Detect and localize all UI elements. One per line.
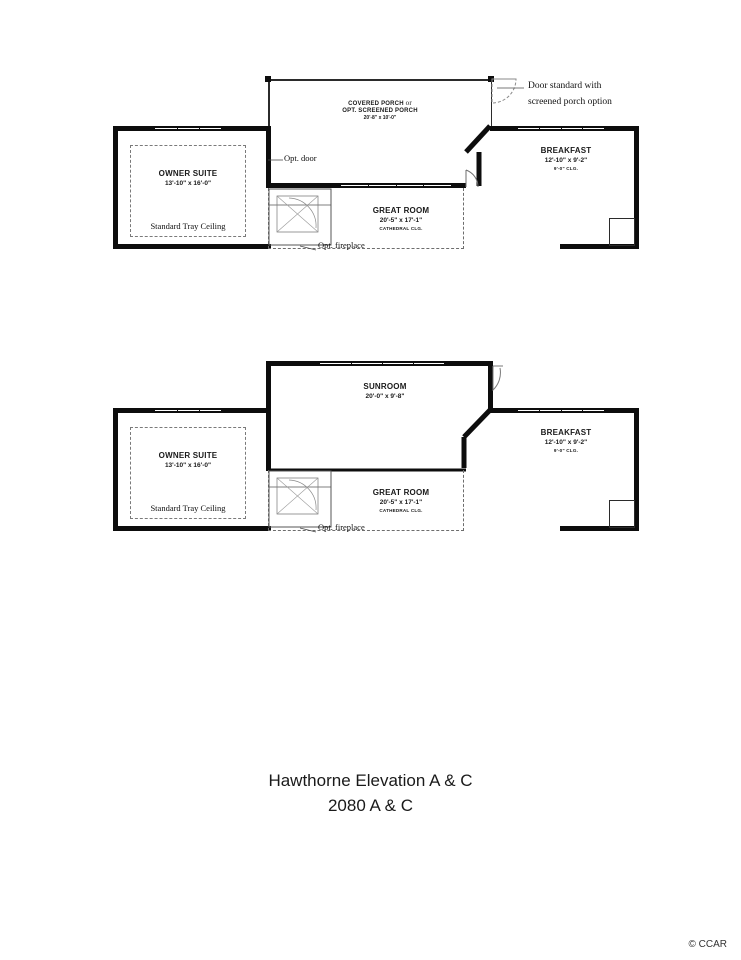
owner-suite-tray-note-lower: Standard Tray Ceiling [150,503,226,513]
great-room-ceiling-upper: CATHEDRAL CLG. [379,226,423,231]
breakfast-name-lower: BREAKFAST [540,428,592,437]
left-wing-wall-bottom-lower [113,526,271,531]
breakfast-ceiling-lower: 9'-0" CLG. [553,448,579,453]
great-room-ceiling-lower: CATHEDRAL CLG. [379,508,423,513]
owner-suite-name-lower: OWNER SUITE [158,451,218,460]
sunroom-name: SUNROOM [363,382,407,391]
great-room-boundary-right-lower [463,470,464,531]
breakfast-name-upper: BREAKFAST [540,146,592,155]
sunroom-wall-right [488,361,493,409]
callout-opt-fireplace-lower: Opt. fireplace [318,522,365,532]
sunroom-window-top [320,361,444,366]
callout-door-standard-line2: screened porch option [528,97,612,107]
owner-suite-dim-upper: 13'-10" x 16'-0" [164,180,212,187]
sunroom-wall-left [266,361,271,471]
plan-title-line-2: 2080 A & C [327,796,414,815]
great-room-name-lower: GREAT ROOM [372,488,430,497]
plan-title-line-1: Hawthorne Elevation A & C [268,771,473,790]
great-room-dim-upper: 20'-5" x 17'-1" [379,217,423,224]
breakfast-counter-lower [609,500,635,528]
left-wing-wall-left-lower [113,408,118,531]
breakfast-ceiling-upper: 9'-0" CLG. [553,166,579,171]
owner-suite-dim-lower: 13'-10" x 16'-0" [164,462,212,469]
porch-name-1: COVERED PORCH [348,101,404,107]
callout-door-standard-line1: Door standard with [528,81,602,91]
great-room-boundary-left-lower [268,470,269,531]
callout-opt-fireplace-upper: Opt. fireplace [318,240,365,250]
breakfast-dim-upper: 12'-10" x 9'-2" [544,157,588,164]
copyright-notice: © CCAR [688,939,727,950]
great-room-name-upper: GREAT ROOM [372,206,430,215]
great-room-dim-lower: 20'-5" x 17'-1" [379,499,423,506]
owner-suite-tray-note-upper: Standard Tray Ceiling [150,221,226,231]
great-room-boundary-bottom-lower [268,530,464,531]
owner-suite-window-lower [155,408,221,413]
porch-dim-upper: 20'-8" x 10'-0" [363,115,397,121]
porch-label-upper-2: OPT. SCREENED PORCH [342,108,418,114]
porch-name-or: or [405,99,412,107]
sunroom-dim: 20'-0" x 9'-8" [365,393,405,400]
breakfast-window-lower [518,408,604,413]
breakfast-dim-lower: 12'-10" x 9'-2" [544,439,588,446]
owner-suite-name-upper: OWNER SUITE [158,169,218,178]
callout-opt-door-upper: Opt. door [284,153,317,163]
